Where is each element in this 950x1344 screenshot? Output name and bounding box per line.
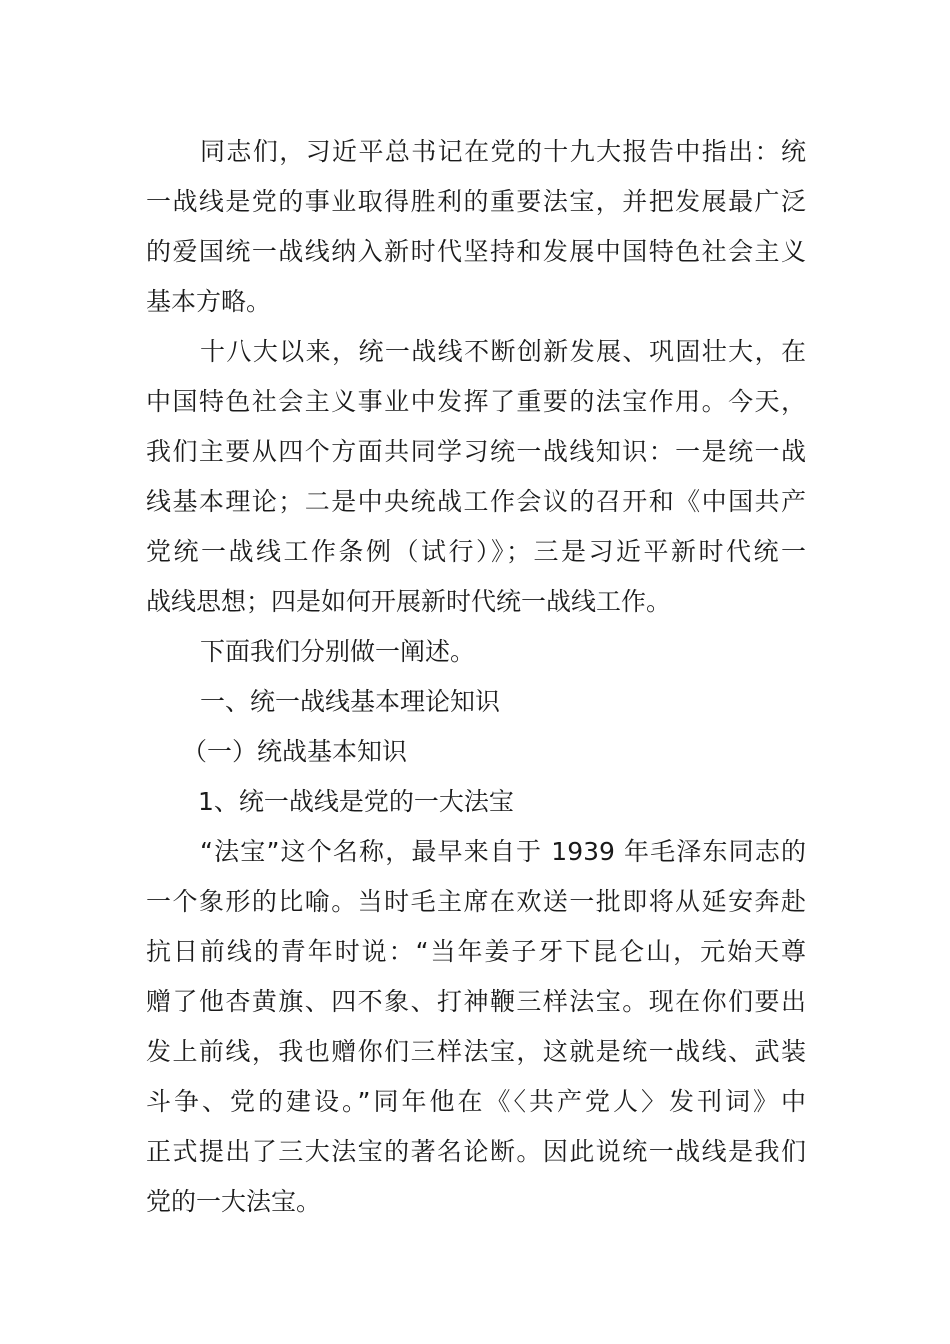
paragraph-4-line-3: 抗日前线的青年时说：“当年姜子牙下昆仑山，元始天尊: [146, 937, 806, 966]
subsection-heading: （一）统战基本知识: [182, 737, 408, 766]
paragraph-4-line-8: 党的一大法宝。: [146, 1187, 322, 1216]
paragraph-4-line-2: 一个象形的比喻。当时毛主席在欢送一批即将从延安奔赴: [146, 887, 806, 916]
paragraph-1-line-1: 同志们，习近平总书记在党的十九大报告中指出：统: [200, 137, 806, 166]
paragraph-4-line-6: 斗争、党的建设。”同年他在《〈共产党人〉发刊词》中: [146, 1087, 806, 1116]
item-heading: 1、统一战线是党的一大法宝: [198, 787, 514, 816]
paragraph-1-line-3: 的爱国统一战线纳入新时代坚持和发展中国特色社会主义: [146, 237, 806, 266]
paragraph-4-line-5: 发上前线，我也赠你们三样法宝，这就是统一战线、武装: [146, 1037, 806, 1066]
paragraph-2-line-4: 线基本理论；二是中央统战工作会议的召开和《中国共产: [146, 487, 806, 516]
paragraph-1-line-2: 一战线是党的事业取得胜利的重要法宝，并把发展最广泛: [146, 187, 806, 216]
paragraph-2-line-3: 我们主要从四个方面共同学习统一战线知识：一是统一战: [146, 437, 806, 466]
paragraph-2-line-2: 中国特色社会主义事业中发挥了重要的法宝作用。今天，: [146, 387, 806, 416]
paragraph-4-line-7: 正式提出了三大法宝的著名论断。因此说统一战线是我们: [146, 1137, 806, 1166]
paragraph-4-line-1: “法宝”这个名称，最早来自于 1939 年毛泽东同志的: [200, 837, 806, 866]
paragraph-3: 下面我们分别做一阐述。: [200, 637, 476, 666]
section-heading: 一、统一战线基本理论知识: [200, 687, 501, 716]
paragraph-2-line-1: 十八大以来，统一战线不断创新发展、巩固壮大，在: [200, 337, 806, 366]
paragraph-4-line-4: 赠了他杏黄旗、四不象、打神鞭三样法宝。现在你们要出: [146, 987, 806, 1016]
paragraph-2-line-5: 党统一战线工作条例（试行）》；三是习近平新时代统一: [146, 537, 806, 566]
paragraph-1-line-4: 基本方略。: [146, 287, 272, 316]
paragraph-2-line-6: 战线思想；四是如何开展新时代统一战线工作。: [146, 587, 672, 616]
